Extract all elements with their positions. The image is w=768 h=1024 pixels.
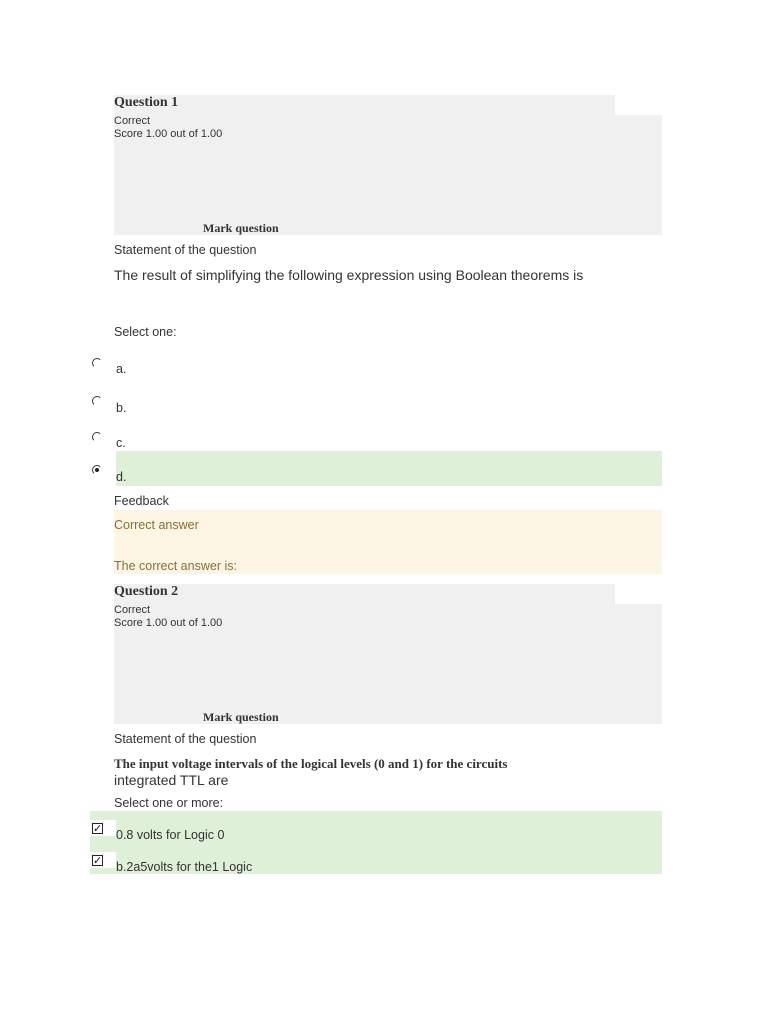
option-1-label[interactable]: 0.8 volts for Logic 0 <box>116 828 225 842</box>
question-2-text-line2: integrated TTL are <box>114 772 229 788</box>
question-1-title: Question 1 <box>114 95 179 110</box>
option-2-checkbox-checked[interactable]: ✓ <box>93 854 103 867</box>
option-1-checkbox-checked[interactable]: ✓ <box>93 822 103 835</box>
question-2-header <box>114 584 615 604</box>
question-1-statement-label: Statement of the question <box>114 243 257 257</box>
option-b-radio[interactable] <box>92 396 102 406</box>
question-1-mark-question[interactable]: Mark question <box>203 221 279 235</box>
feedback-correct-answer-is: The correct answer is: <box>114 559 237 573</box>
option-c-label[interactable]: c. <box>116 436 126 450</box>
question-1-status: Correct <box>114 115 151 127</box>
option-d-label[interactable]: d. <box>116 470 127 484</box>
question-1-correct-option-highlight <box>116 451 662 486</box>
option-d-radio-selected[interactable] <box>92 465 102 475</box>
option-a-label[interactable]: a. <box>116 362 127 376</box>
question-2-statement-label: Statement of the question <box>114 732 257 746</box>
feedback-correct-answer: Correct answer <box>114 518 199 532</box>
option-c-radio[interactable] <box>92 432 102 442</box>
question-2-status: Correct <box>114 604 151 616</box>
question-1-header <box>114 95 615 115</box>
question-1-select-label: Select one: <box>114 325 177 339</box>
question-2-title: Question 2 <box>114 584 179 599</box>
question-2-text-bold: The input voltage intervals of the logical levels (0 and 1) for the circuits <box>114 756 508 771</box>
question-2-mark-question[interactable]: Mark question <box>203 710 279 724</box>
feedback-heading: Feedback <box>114 494 169 508</box>
option-2-label[interactable]: b.2a5volts for the1 Logic <box>116 860 253 874</box>
question-1-score: Score 1.00 out of 1.00 <box>114 128 223 140</box>
option-a-radio[interactable] <box>92 358 102 368</box>
question-1-text: The result of simplifying the following expression using Boolean theorems is <box>114 267 584 283</box>
question-2-select-label: Select one or more: <box>114 796 224 810</box>
option-b-label[interactable]: b. <box>116 401 127 415</box>
question-2-score: Score 1.00 out of 1.00 <box>114 617 223 629</box>
